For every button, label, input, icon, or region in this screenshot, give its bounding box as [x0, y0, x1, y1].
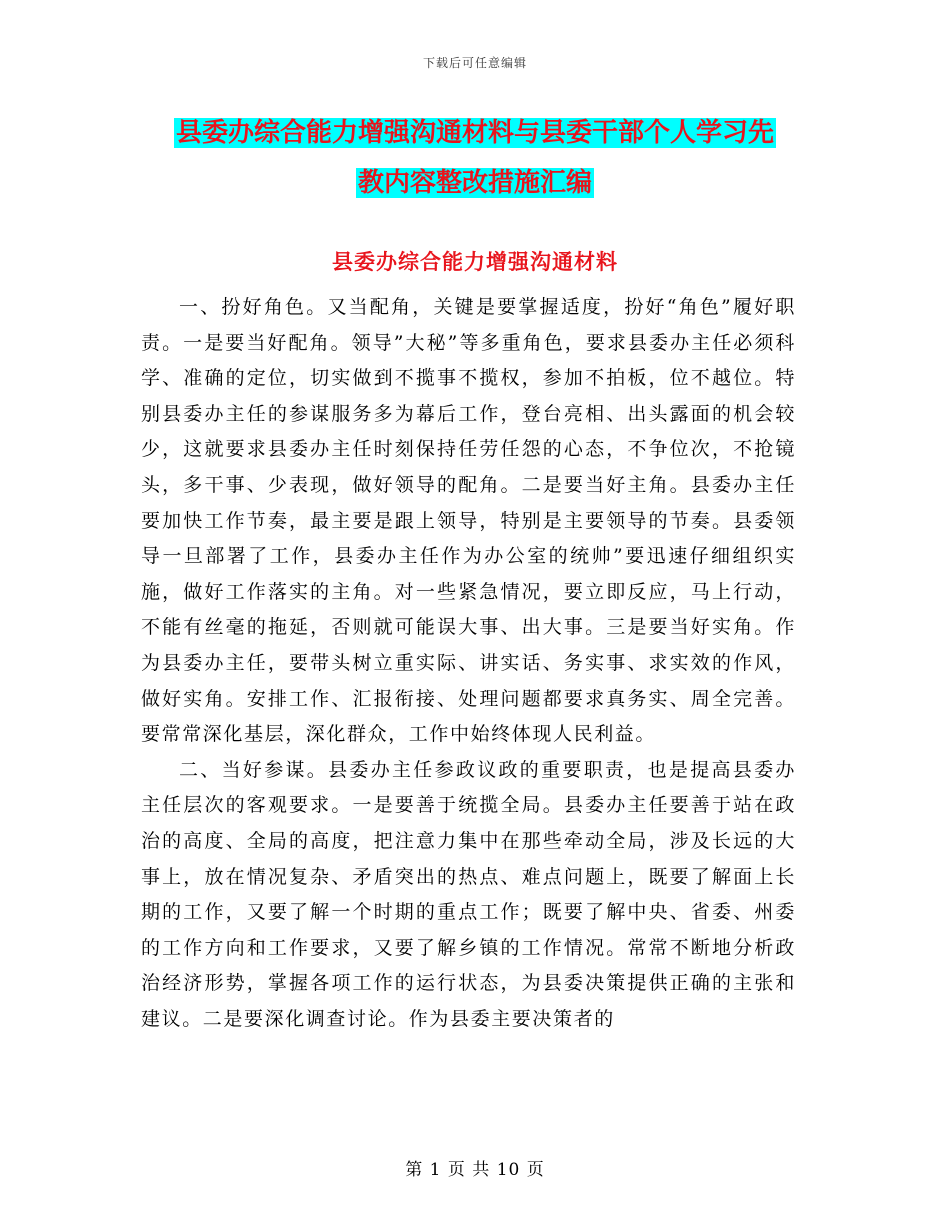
document-title-line-2: 教内容整改措施汇编 — [357, 168, 592, 198]
paragraph-2: 二、当好参谋。县委办主任参政议政的重要职责，也是提高县委办主任层次的客观要求。一是要善于统揽全局。县委办主任要善于站在政治的高度、全局的高度，把注意力集中在那些牵动全局，涉及长远的大事上，放在情况复杂、矛盾突出的热点、难点问题上，既要了解面上长期的工作，又要了解一个时期的重点工作；既要了解中央、省委、州委的工作方向和工作要求，又要了解乡镇的工作情况。常常不断地分析政治经济形势，掌握各项工作的运行状态，为县委决策提供正确的主张和建议。二是要深化调查讨论。作为县委主要决策者的 — [141, 758, 796, 1030]
document-title-line-1: 县委办综合能力增强沟通材料与县委干部个人学习先 — [175, 118, 774, 148]
section-title: 县委办综合能力增强沟通材料 — [332, 249, 618, 274]
body-text — [141, 290, 796, 1037]
page-header: 下载后可任意编辑 — [422, 56, 527, 70]
paragraph-1: 一、扮好角色。又当配角，关键是要掌握适度，扮好“角色”履好职责。一是要当好配角。领导”大秘”等多重角色，要求县委办主任必须科学、准确的定位，切实做到不揽事不揽权，参加不拍板，位不越位。特别县委办主任的参谋服务多为幕后工作，登台亮相、出头露面的机会较少，这就要求县委办主任时刻保持任劳任怨的心态，不争位次，不抢镜头，多干事、少表现，做好领导的配角。二是要当好主角。县委办主任要加快工作节奏，最主要是跟上领导，特别是主要领导的节奏。县委领导一旦部署了工作，县委办主任作为办公室的统帅”要迅速仔细组织实施，做好工作落实的主角。对一些紧急情况，要立即反应，马上行动，不能有丝毫的拖延，否则就可能误大事、出大事。三是要当好实角。作为县委办主任，要带头树立重实际、讲实话、务实事、求实效的作风，做好实角。安排工作、汇报衔接、处理问题都要求真务实、周全完善。要常常深化基层，深化群众，工作中始终体现人民利益。 — [141, 296, 796, 746]
page-footer: 第 1 页 共 10 页 — [405, 1160, 545, 1180]
document-title — [120, 108, 830, 208]
